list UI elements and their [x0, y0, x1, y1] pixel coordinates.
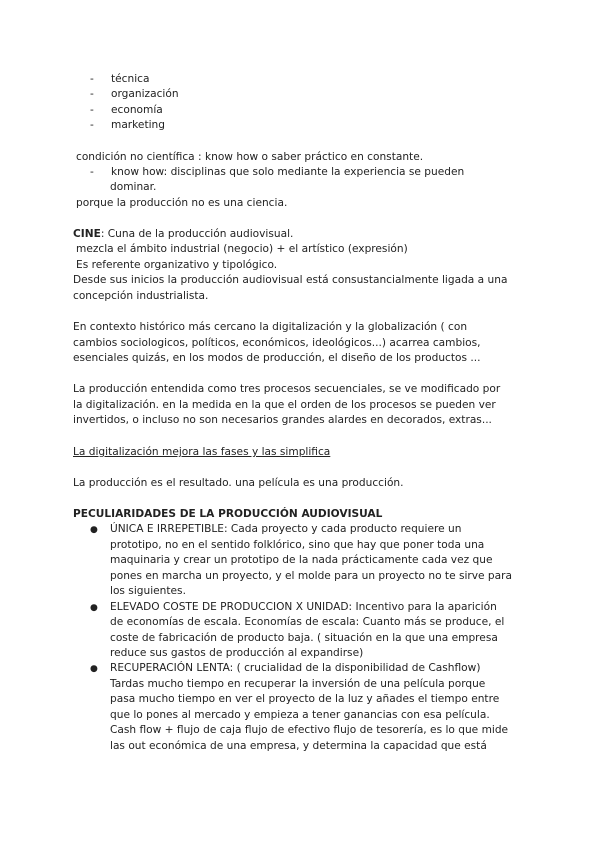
paragraph-line: concepción industrialista. — [73, 290, 209, 302]
paragraph-line: La producción entendida como tres procesos secuenciales, se ve modificado por — [73, 383, 501, 395]
paragraph-line: Desde sus inicios la producción audiovisual está consustancialmente ligada a una — [73, 274, 508, 286]
list-item-continuation: dominar. — [110, 181, 157, 193]
paragraph-line: invertidos, o incluso no son necesarios grandes alardes en decorados, extras... — [73, 414, 492, 426]
underlined-statement: La digitalización mejora las fases y las simplifica — [73, 446, 331, 458]
paragraph-line: En contexto histórico más cercano la digitalización y la globalización ( con — [73, 321, 468, 333]
bullet-icon: ● — [90, 664, 98, 674]
list-item: - marketing — [90, 119, 165, 131]
list-item: - técnica — [90, 73, 150, 85]
list-item: - economía — [90, 104, 163, 116]
section-heading: PECULIARIDADES DE LA PRODUCCIÓN AUDIOVISUAL — [73, 508, 383, 520]
bullet-continuation: que lo pones al mercado y empieza a tener ganancias con esa película. — [110, 709, 490, 721]
bullet-icon: ● — [90, 525, 98, 535]
paragraph-line: la digitalización. en la medida en la que el orden de los procesos se pueden ver — [73, 399, 496, 411]
paragraph-line: esenciales quizás, en los modos de producción, el diseño de los productos ... — [73, 352, 481, 364]
bullet-continuation: las out económica de una empresa, y determina la capacidad que está — [110, 740, 487, 752]
bullet-continuation: de economías de escala. Economías de escala: Cuanto más se produce, el — [110, 616, 505, 628]
paragraph-line: condición no científica : know how o saber práctico en constante. — [76, 151, 424, 163]
bullet-continuation: Cash flow + flujo de caja flujo de efectivo flujo de tesorería, es lo que mide — [110, 724, 509, 736]
bullet-continuation: Tardas mucho tiempo en recuperar la inversión de una película porque — [110, 678, 486, 690]
bullet-item: ● ELEVADO COSTE DE PRODUCCION X UNIDAD: Incentivo para la aparición — [90, 600, 497, 617]
paragraph-line: mezcla el ámbito industrial (negocio) + el artístico (expresión) — [76, 243, 408, 255]
cine-heading: CINE: Cuna de la producción audiovisual. — [73, 228, 294, 240]
paragraph-line: porque la producción no es una ciencia. — [76, 197, 288, 209]
bullet-item: ● RECUPERACIÓN LENTA: ( crucialidad de la disponibilidad de Cashflow) — [90, 661, 480, 678]
bullet-continuation: prototipo, no en el sentido folklórico, sino que hay que poner toda una — [110, 539, 485, 551]
bullet-continuation: coste de fabricación de producto baja. ( situación en la que una empresa — [110, 632, 498, 644]
paragraph-line: Es referente organizativo y tipológico. — [76, 259, 278, 271]
paragraph-line: La producción es el resultado. una película es una producción. — [73, 477, 404, 489]
bullet-item: ● ÚNICA E IRREPETIBLE: Cada proyecto y cada producto requiere un — [90, 522, 461, 539]
bullet-continuation: los siguientes. — [110, 585, 186, 597]
bullet-continuation: reduce sus gastos de producción al expandirse) — [110, 647, 364, 659]
paragraph-line: cambios sociologicos, políticos, económicos, ideológicos...) acarrea cambios, — [73, 337, 481, 349]
bullet-continuation: maquinaria y crear un prototipo de la nada prácticamente cada vez que — [110, 554, 493, 566]
bullet-continuation: pasa mucho tiempo en ver el proyecto de la luz y añades el tiempo entre — [110, 693, 500, 705]
bullet-continuation: pones en marcha un proyecto, y el molde para un proyecto no te sirve para — [110, 570, 512, 582]
bullet-icon: ● — [90, 603, 98, 613]
list-item: - know how: disciplinas que solo mediante la experiencia se pueden — [90, 166, 465, 178]
list-item: - organización — [90, 88, 179, 100]
